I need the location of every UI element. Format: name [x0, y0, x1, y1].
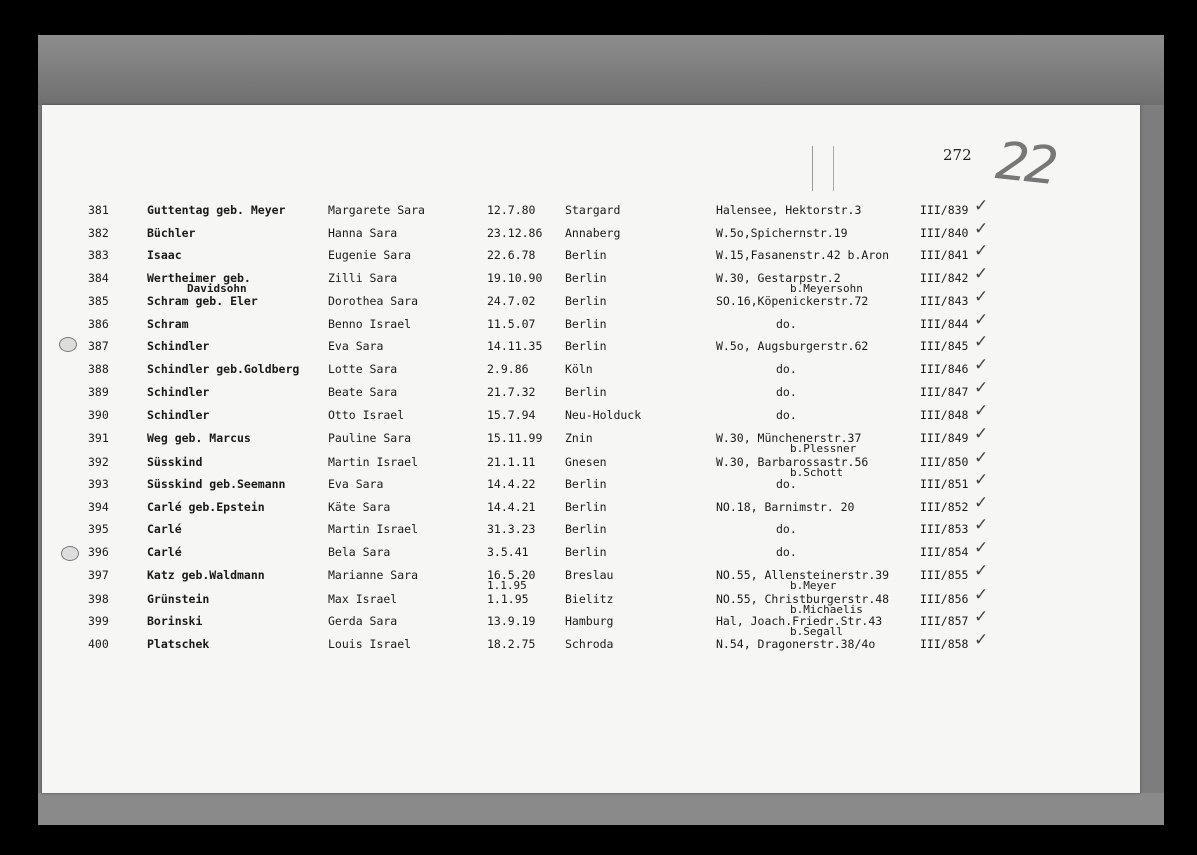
check-mark-icon: ✓	[974, 196, 989, 216]
birth-date: 18.2.75	[487, 637, 536, 651]
birth-date: 15.7.94	[487, 408, 536, 422]
surname: Schindler	[147, 385, 210, 399]
reference-number: III/856	[920, 592, 969, 606]
page-number: 272	[943, 146, 972, 164]
address: NO.55, Allensteinerstr.39	[716, 568, 890, 582]
address: W.30, Münchenerstr.37	[716, 431, 862, 445]
record-number: 399	[88, 614, 109, 628]
record-number: 391	[88, 431, 109, 445]
given-name: Margarete Sara	[328, 203, 425, 217]
reference-number: III/843	[920, 294, 969, 308]
birth-place: Neu-Holduck	[565, 408, 642, 422]
address-line2: b.Plessner	[790, 442, 857, 455]
record-number: 395	[88, 522, 109, 536]
given-name: Hanna Sara	[328, 226, 398, 240]
given-name: Benno Israel	[328, 317, 412, 331]
surname: Carlé	[147, 545, 182, 559]
surname: Schram	[147, 317, 189, 331]
address: N.54, Dragonerstr.38/4o	[716, 637, 876, 651]
address: NO.18, Barnimstr. 20	[716, 500, 855, 514]
surname: Carlé	[147, 522, 182, 536]
address: NO.55, Christburgerstr.48	[716, 592, 890, 606]
table-row	[0, 264, 1197, 295]
table-row	[0, 561, 1197, 592]
reference-number: III/841	[920, 248, 969, 262]
table-row	[0, 332, 1197, 361]
check-mark-icon: ✓	[974, 310, 989, 330]
birth-place: Berlin	[565, 339, 607, 353]
birth-place: Berlin	[565, 545, 607, 559]
reference-number: III/858	[920, 637, 969, 651]
birth-date: 21.7.32	[487, 385, 536, 399]
reference-number: III/849	[920, 431, 969, 445]
birth-date: 31.3.23	[487, 522, 536, 536]
check-mark-icon: ✓	[974, 219, 989, 239]
address: do.	[776, 522, 797, 536]
surname: Katz geb.Waldmann	[147, 568, 265, 582]
reference-number: III/845	[920, 339, 969, 353]
table-row	[0, 493, 1197, 522]
record-number: 394	[88, 500, 109, 514]
reference-number: III/857	[920, 614, 969, 628]
birth-date-line2: 1.1.95	[487, 579, 527, 592]
check-mark-icon: ✓	[974, 332, 989, 352]
address: do.	[776, 408, 797, 422]
record-number: 383	[88, 248, 109, 262]
given-name: Bela Sara	[328, 545, 391, 559]
table-row	[0, 424, 1197, 455]
table-row	[0, 196, 1197, 225]
surname: Schindler	[147, 408, 210, 422]
frame-bottom-strip	[38, 793, 1164, 825]
check-mark-icon: ✓	[974, 538, 989, 558]
birth-place: Bielitz	[565, 592, 614, 606]
birth-date: 14.4.22	[487, 477, 536, 491]
given-name: Gerda Sara	[328, 614, 398, 628]
address: do.	[776, 362, 797, 376]
reference-number: III/851	[920, 477, 969, 491]
reference-number: III/854	[920, 545, 969, 559]
check-mark-icon: ✓	[974, 378, 989, 398]
reference-number: III/844	[920, 317, 969, 331]
reference-number: III/850	[920, 455, 969, 469]
birth-place: Hamburg	[565, 614, 614, 628]
address-line2: b.Meyer	[790, 579, 837, 592]
address-line2: b.Segall	[790, 625, 843, 638]
birth-date: 1.1.95	[487, 592, 529, 606]
birth-place: Stargard	[565, 203, 621, 217]
birth-place: Schroda	[565, 637, 614, 651]
record-number: 388	[88, 362, 109, 376]
check-mark-icon: ✓	[974, 424, 989, 444]
address: Halensee, Hektorstr.3	[716, 203, 862, 217]
birth-date: 23.12.86	[487, 226, 543, 240]
given-name: Marianne Sara	[328, 568, 419, 582]
address: do.	[776, 317, 797, 331]
birth-place: Berlin	[565, 248, 607, 262]
surname: Wertheimer geb.	[147, 271, 251, 285]
birth-place: Gnesen	[565, 455, 607, 469]
birth-date: 22.6.78	[487, 248, 536, 262]
birth-date: 14.4.21	[487, 500, 536, 514]
surname-line2: Davidsohn	[187, 282, 247, 295]
check-mark-icon: ✓	[974, 287, 989, 307]
record-number: 392	[88, 455, 109, 469]
address: SO.16,Köpenickerstr.72	[716, 294, 869, 308]
given-name: Martin Israel	[328, 522, 419, 536]
check-mark-icon: ✓	[974, 515, 989, 535]
record-number: 398	[88, 592, 109, 606]
reference-number: III/848	[920, 408, 969, 422]
record-number: 397	[88, 568, 109, 582]
record-number: 396	[88, 545, 109, 559]
birth-date: 19.10.90	[487, 271, 543, 285]
reference-number: III/853	[920, 522, 969, 536]
surname: Schindler	[147, 339, 210, 353]
reference-number: III/840	[920, 226, 969, 240]
reference-number: III/847	[920, 385, 969, 399]
address-line2: b.Meyersohn	[790, 282, 863, 295]
given-name: Dorothea Sara	[328, 294, 419, 308]
surname: Platschek	[147, 637, 210, 651]
surname: Süsskind geb.Seemann	[147, 477, 286, 491]
birth-date: 11.5.07	[487, 317, 536, 331]
surname: Weg geb. Marcus	[147, 431, 251, 445]
record-number: 381	[88, 203, 109, 217]
given-name: Otto Israel	[328, 408, 405, 422]
birth-date: 2.9.86	[487, 362, 529, 376]
given-name: Beate Sara	[328, 385, 398, 399]
pencil-mark	[812, 146, 834, 191]
surname: Schram geb. Eler	[147, 294, 258, 308]
address: W.30, Barbarossastr.56	[716, 455, 869, 469]
given-name: Eva Sara	[328, 339, 384, 353]
check-mark-icon: ✓	[974, 401, 989, 421]
record-number: 390	[88, 408, 109, 422]
given-name: Pauline Sara	[328, 431, 412, 445]
surname: Isaac	[147, 248, 182, 262]
birth-date: 16.5.20	[487, 568, 536, 582]
birth-date: 12.7.80	[487, 203, 536, 217]
check-mark-icon: ✓	[974, 630, 989, 650]
check-mark-icon: ✓	[974, 607, 989, 627]
record-number: 387	[88, 339, 109, 353]
birth-place: Köln	[565, 362, 593, 376]
birth-date: 13.9.19	[487, 614, 536, 628]
given-name: Eugenie Sara	[328, 248, 412, 262]
birth-place: Berlin	[565, 385, 607, 399]
check-mark-icon: ✓	[974, 448, 989, 468]
surname: Carlé geb.Epstein	[147, 500, 265, 514]
birth-place: Berlin	[565, 317, 607, 331]
record-number: 385	[88, 294, 109, 308]
record-number: 400	[88, 637, 109, 651]
frame-top-strip	[38, 35, 1164, 105]
table-row	[0, 310, 1197, 339]
address: W.5o,Spichernstr.19	[716, 226, 848, 240]
given-name: Martin Israel	[328, 455, 419, 469]
address: W.15,Fasanenstr.42 b.Aron	[716, 248, 890, 262]
birth-place: Annaberg	[565, 226, 621, 240]
reference-number: III/846	[920, 362, 969, 376]
address: W.30, Gestarpstr.2	[716, 271, 841, 285]
check-mark-icon: ✓	[974, 585, 989, 605]
check-mark-icon: ✓	[974, 355, 989, 375]
table-row	[0, 515, 1197, 544]
record-number: 393	[88, 477, 109, 491]
birth-date: 24.7.02	[487, 294, 536, 308]
address-line2: b.Michaelis	[790, 603, 863, 616]
surname: Guttentag geb. Meyer	[147, 203, 286, 217]
reference-number: III/855	[920, 568, 969, 582]
table-row	[0, 401, 1197, 430]
handwritten-number: 22	[993, 131, 1058, 197]
given-name: Max Israel	[328, 592, 398, 606]
reference-number: III/839	[920, 203, 969, 217]
birth-place: Berlin	[565, 477, 607, 491]
birth-place: Berlin	[565, 522, 607, 536]
given-name: Käte Sara	[328, 500, 391, 514]
birth-place: Breslau	[565, 568, 614, 582]
address: do.	[776, 545, 797, 559]
address: Hal, Joach.Friedr.Str.43	[716, 614, 883, 628]
birth-date: 14.11.35	[487, 339, 543, 353]
record-number: 384	[88, 271, 109, 285]
record-number: 382	[88, 226, 109, 240]
table-row	[0, 241, 1197, 270]
surname: Borinski	[147, 614, 203, 628]
check-mark-icon: ✓	[974, 241, 989, 261]
birth-place: Berlin	[565, 500, 607, 514]
birth-place: Berlin	[565, 271, 607, 285]
reference-number: III/842	[920, 271, 969, 285]
surname: Süsskind	[147, 455, 203, 469]
given-name: Zilli Sara	[328, 271, 398, 285]
given-name: Louis Israel	[328, 637, 412, 651]
table-row	[0, 378, 1197, 407]
reference-number: III/852	[920, 500, 969, 514]
table-row	[0, 538, 1197, 567]
check-mark-icon: ✓	[974, 470, 989, 490]
record-number: 389	[88, 385, 109, 399]
birth-date: 15.11.99	[487, 431, 543, 445]
birth-place: Berlin	[565, 294, 607, 308]
surname: Schindler geb.Goldberg	[147, 362, 300, 376]
address: do.	[776, 385, 797, 399]
address-line2: b.Schott	[790, 466, 843, 479]
check-mark-icon: ✓	[974, 493, 989, 513]
check-mark-icon: ✓	[974, 264, 989, 284]
birth-place: Znin	[565, 431, 593, 445]
surname: Büchler	[147, 226, 196, 240]
given-name: Eva Sara	[328, 477, 384, 491]
address: W.5o, Augsburgerstr.62	[716, 339, 869, 353]
table-row	[0, 219, 1197, 248]
birth-date: 3.5.41	[487, 545, 529, 559]
record-number: 386	[88, 317, 109, 331]
birth-date: 21.1.11	[487, 455, 536, 469]
surname: Grünstein	[147, 592, 210, 606]
given-name: Lotte Sara	[328, 362, 398, 376]
address: do.	[776, 477, 797, 491]
table-row	[0, 355, 1197, 384]
check-mark-icon: ✓	[974, 561, 989, 581]
